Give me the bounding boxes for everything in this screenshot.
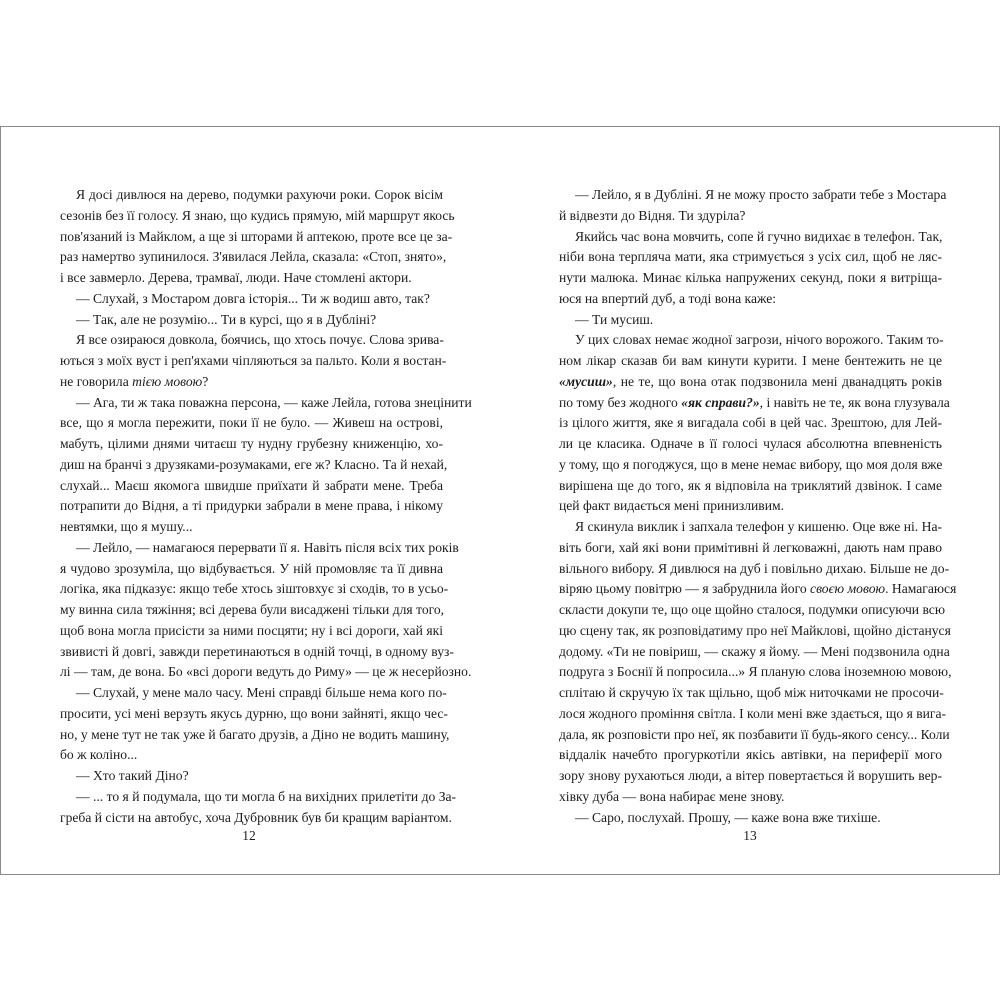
text-line: по тому без жодного «як справи?», і навіть не те, як вона глузувала <box>559 394 950 410</box>
text-line: греба й сісти на автобус, хоча Дубровник був би кращим варіантом. <box>60 809 452 825</box>
text-line: Я скинула виклик і запхала телефон у кишеню. Оце вже ні. На- <box>575 519 942 534</box>
text-line: му винна сила тяжіння; всі дерева були висаджені тільки для того, <box>60 602 445 617</box>
text-line: сплітаю й скручую їх так щільно, щоб між ниточками не просочи- <box>559 685 944 700</box>
text-line: — Ти мусиш. <box>575 311 654 327</box>
text-line: но, у мене тут не так уже й багато друзів, а Діно не водить машину, <box>60 726 450 742</box>
text-line: не говорила тією мовою? <box>60 373 209 389</box>
text-line: подруга з Боснії й попросила...» Я планую слова іноземною мовою, <box>559 664 952 680</box>
book-spread <box>0 126 1000 875</box>
text-line: у тому, що я погоджуся, що в мене немає вибору, що моя доля вже <box>559 456 943 472</box>
text-line: звивисті й довгі, завжди перетинаються в одній точці, в одному вуз- <box>60 643 454 659</box>
text-line: — Лейло, — намагаюся перервати її я. Навіть після всіх тих років <box>76 539 459 555</box>
emphasis: «мусиш» <box>559 373 613 389</box>
page-number-left: 12 <box>242 828 256 843</box>
text-line: — Слухай, у мене мало часу. Мені справді більше нема кого по- <box>76 685 447 700</box>
text-line: я чудово зрозуміла, що відбувається. У ній промовляє та її дивна <box>60 560 443 576</box>
text-line: «мусиш», не те, що вона отак подзвонила мені дванадцять років <box>559 373 942 389</box>
text-line: сезонів без її голосу. Я знаю, що кудись прямую, мій маршрут якось <box>60 207 455 223</box>
text-line: пов'язаний із Майклом, а ще зі шторами й аптекою, проте все це за- <box>60 228 453 244</box>
text-line: лося жодного проміння світла. І коли мені вже здається, що я вига- <box>559 705 947 721</box>
page-number-right: 13 <box>743 828 757 843</box>
text-line: — Лейло, я в Дубліні. Я не можу просто забрати тебе з Мостара <box>575 187 947 202</box>
text-line: — Саро, послухай. Прошу, — каже вона вже тихіше. <box>575 809 881 825</box>
text-line: бо ж коліно... <box>60 747 138 763</box>
text-line: ли це класика. Одначе в її голосі чулася абсолютна впевненість <box>559 436 942 451</box>
text-line: із цілого життя, яке я вигадала собі в цей час. Зрештою, для Лей- <box>559 415 942 431</box>
text-line: віддалік начебто прогуркотіли якісь автівки, на периферії мого <box>559 747 942 763</box>
text-line: цю сцену так, як розповідатиму про неї Майклові, щойно дістануся <box>559 622 951 638</box>
text-line: віть боги, хай які вони примітивні й легковажні, дають нам право <box>559 539 942 555</box>
text-line: Я все озираюся довкола, боячись, що хтось почує. Слова зрива- <box>76 332 444 348</box>
text-line: ються з моїх вуст і реп'яхами чіпляються за пальто. Коли я востан- <box>60 353 447 368</box>
left-page-text <box>60 185 472 828</box>
text-line: ном лікар сказав би вам кинути курити. І мене бентежить не це <box>559 353 942 368</box>
text-line: все, що я могла пережити, поки її не було. — Живеш на острові, <box>60 415 443 431</box>
text-line: логіка, яка підказує: якщо тебе хтось зіштовхує зі сходів, то в усьо- <box>60 581 449 597</box>
text-line: мабуть, цілими днями читаєш ту нудну грубезну книженцію, хо- <box>60 436 443 451</box>
text-line: щоб вона могла присісти за ними посцяти; ну і всі дороги, хай які <box>60 622 443 638</box>
text-line: — Хто такий Діно? <box>76 768 189 783</box>
text-line: цей факт видається мені принизливим. <box>559 498 784 514</box>
emphasis: тією мовою <box>132 373 203 389</box>
text-line: додому. «Ти не повіриш, — скажу я йому. — Мені подзвонила одна <box>559 643 950 659</box>
text-line: нути малюка. Минає кілька напружених секунд, поки я витріща- <box>559 270 942 285</box>
right-page-text <box>559 185 957 828</box>
text-line: — ... то я й подумала, що ти могла б на вихідних прилетіти до За- <box>76 788 457 804</box>
text-line: диш на бранчі з друзяками-розумаками, еге ж? Класно. Та й нехай, <box>60 456 448 472</box>
text-line: Якийсь час вона мовчить, сопе й гучно видихає в телефон. Так, <box>575 228 943 244</box>
text-line: Я досі дивлюся на дерево, подумки рахуючи роки. Сорок вісім <box>76 187 443 202</box>
text-line: просити, усі мені верзуть якусь дурню, що вони зайняті, якщо чес- <box>60 705 448 721</box>
text-line: й відвезти до Відня. Ти здуріла? <box>559 207 746 223</box>
text-line: слухай... Маєш якомога швидше приїхати й забрати мене. Треба <box>60 477 443 493</box>
text-line: віряю цьому повітрю — я забруднила його своєю мовою. Намагаюся <box>559 581 957 597</box>
text-line: вільного вибору. Я дивлюся на дуб і повільно дихаю. Більше не до- <box>559 560 950 576</box>
text-line: ніби вона терпляча мати, яка стримується з усіх сил, щоб не ляс- <box>559 249 942 265</box>
emphasis: «як справи?» <box>681 394 760 410</box>
text-line: лі — там, де вона. Бо «всі дороги ведуть до Риму» — це ж несерйозно. <box>60 664 472 680</box>
text-line: вирішена ще до того, як я відповіла на триклятий дзвінок. І саме <box>559 477 942 493</box>
text-line: юся на впертий дуб, а тоді вона каже: <box>559 290 777 306</box>
text-line: скласти докупи те, що оце щойно сталося, подумки описуючи всю <box>559 602 945 617</box>
text-line: — Слухай, з Мостаром довга історія... Ти ж водиш авто, так? <box>76 290 430 306</box>
text-line: — Ага, ти ж така поважна персона, — каже Лейла, готова знецінити <box>76 394 472 410</box>
text-line: У цих словах немає жодної загрози, нічого ворожого. Таким то- <box>575 332 944 348</box>
text-line: невтямки, що я мушу... <box>60 519 193 534</box>
text-line: і все завмерло. Дерева, трамваї, люди. Наче стомлені актори. <box>60 270 412 285</box>
text-line: — Так, але не розумію... Ти в курсі, що я в Дубліні? <box>76 311 377 327</box>
text-line: дала, як розповісти про неї, як позбавити її будь-якого сенсу... Коли <box>559 726 950 742</box>
text-line: хівку дуба — вона набирає мене знову. <box>559 788 785 804</box>
text-line: раз намертво зупинилося. З'явилася Лейла, сказала: «Стоп, знято», <box>60 249 447 265</box>
text-line: потрапити до Відня, а ті придурки забрали в мене права, і нікому <box>60 498 443 514</box>
text-line: зору знову рухаються люди, а вітер повертається й ворушить вер- <box>559 768 942 783</box>
emphasis: своєю мовою <box>810 581 886 597</box>
